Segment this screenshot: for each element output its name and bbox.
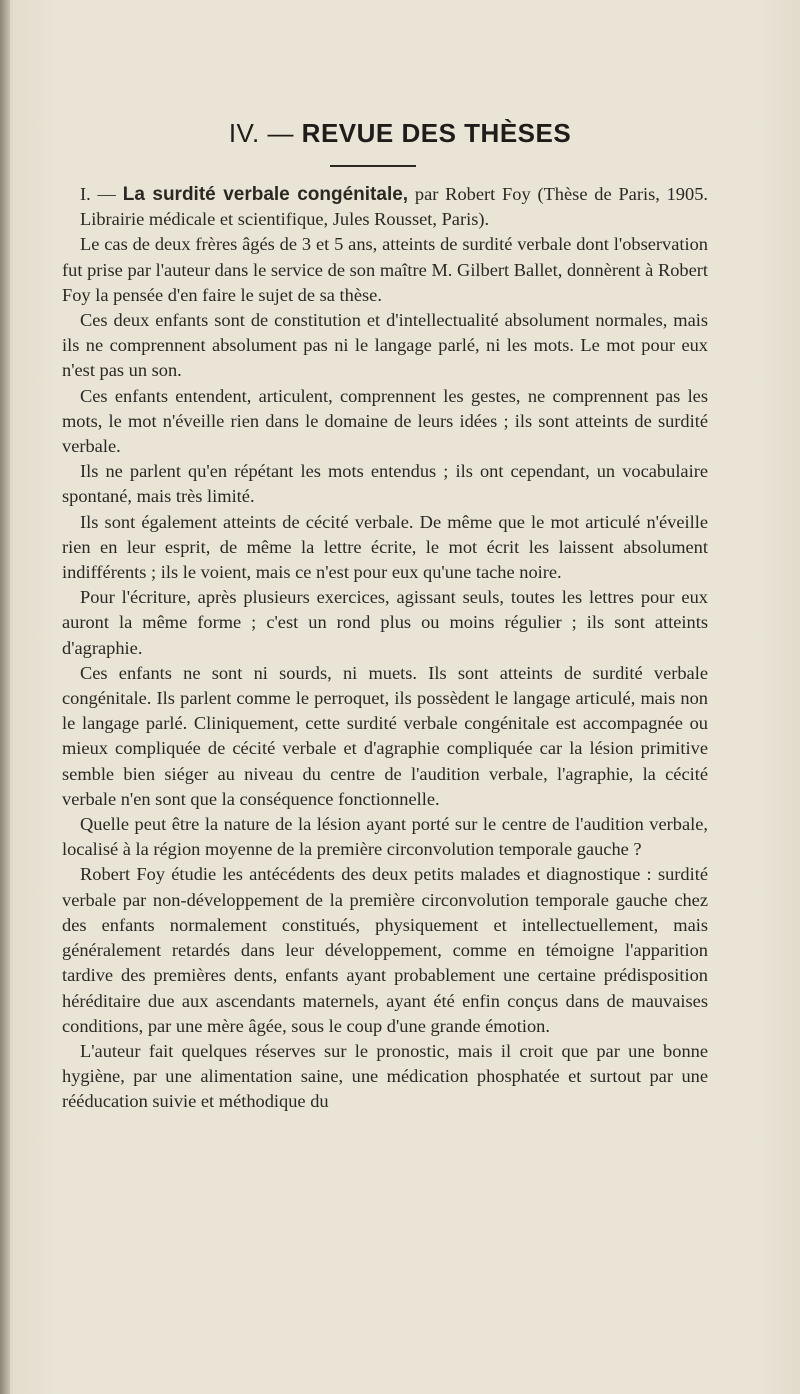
entry-title: La surdité verbale congénitale, [122,184,409,205]
heading-rule [330,165,416,167]
section-heading [0,118,800,149]
paragraph-5: Ils sont également atteints de cécité verbale. De même que le mot articulé n'éveille rien en leur esprit, de même la lettre écrite, le mot écrit les laissent absolument indifférents ; ils le voient, mais ce n'est pour eux qu'une tache noire. [62,511,708,583]
entry-index: I. — [80,184,123,204]
paragraph-2: Ces deux enfants sont de constitution et d'intellectualité absolument normales, mais ils ne comprennent absolument pas ni le langage parlé, ni les mots. Le mot pour eux n'est pas un son. [62,310,708,381]
page-gutter [0,0,10,1394]
entry-header [62,182,708,232]
paragraph-8: Quelle peut être la nature de la lésion ayant porté sur le centre de l'audition verbale, localisé à la région moyenne de la première circonvolution temporale gauche ? [62,814,708,860]
paragraph-9: Robert Foy étudie les antécédents des deux petits malades et diagnostique : surdité verbale par non-développement de la première circonvolution temporale gauche chez des enfants normalement constitués, physiquement et intellectuellement, mais généralement retardés dans leur développement, comme en témoigne l'apparition tardive des premières dents, enfants ayant probablement une certaine prédisposition héréditaire due aux ascendants maternels, ayant été enfin conçus dans de mauvaises conditions, par une mère âgée, sous le coup d'une grande émotion. [62,864,708,1036]
entry-byline: par Robert Foy (Thèse de Paris, 1905. Librairie médicale et scientifique, Jules Rousset, Paris). [80,184,708,230]
paragraph-10: L'auteur fait quelques réserves sur le pronostic, mais il croit que par une bonne hygiène, par une alimentation saine, une médication phosphatée et surtout par une rééducation suivie et méthodique du [62,1040,708,1112]
paragraph-1: Le cas de deux frères âgés de 3 et 5 ans, atteints de surdité verbale dont l'observation fut prise par l'auteur dans le service de son maître M. Gilbert Ballet, donnèrent à Robert Foy la pensée d'en faire le sujet de sa thèse. [62,234,708,305]
paragraph-4: Ils ne parlent qu'en répétant les mots entendus ; ils ont cependant, un vocabulaire spontané, mais très limité. [62,461,708,507]
paragraph-3: Ces enfants entendent, articulent, comprennent les gestes, ne comprennent pas les mots, le mot n'éveille rien dans le domaine de leurs idées ; ils sont atteints de surdité verbale. [62,385,708,457]
article-body [62,182,708,1115]
paragraph-6: Pour l'écriture, après plusieurs exercices, agissant seuls, toutes les lettres pour eux auront la même forme ; c'est un rond plus ou moins régulier ; ils sont atteints d'agraphie. [62,587,708,658]
section-title: REVUE DES THÈSES [301,118,572,148]
paragraph-7: Ces enfants ne sont ni sourds, ni muets. Ils sont atteints de surdité verbale congénitale. Ils parlent comme le perroquet, ils possèdent le langage articulé, mais non le langage parlé. Cliniquement, cette surdité verbale congénitale est accompagnée ou mieux compliquée de cécité verbale et d'agraphie compliquée car la lésion primitive semble bien siéger au niveau du centre de l'audition verbale, l'agraphie, la cécité verbale n'en sont que la conséquence fonctionnelle. [62,662,708,809]
section-number: IV. — [228,118,302,148]
